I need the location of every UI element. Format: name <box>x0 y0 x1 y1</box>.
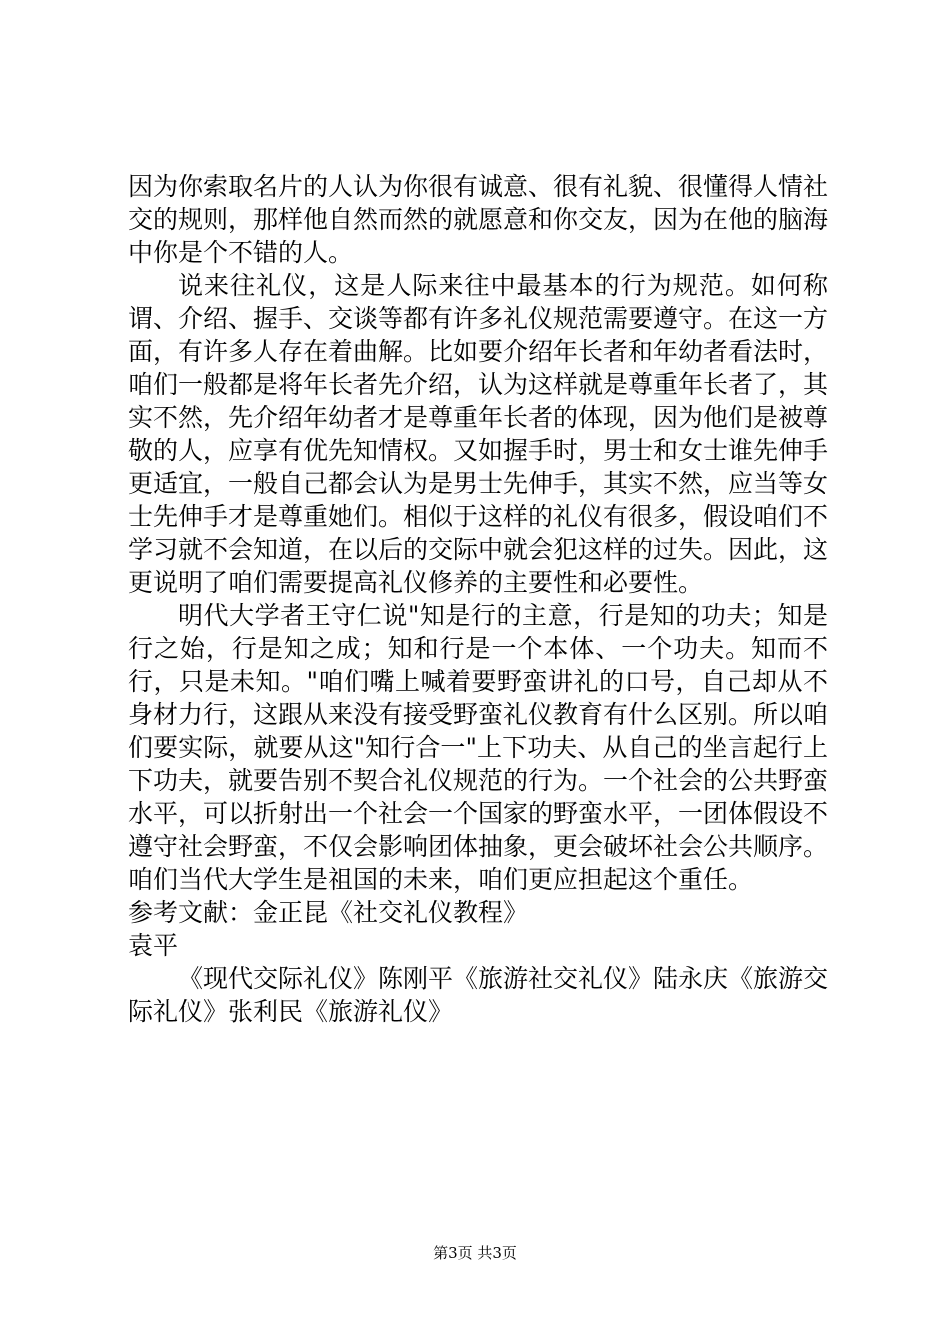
references-heading: 参考文献：金正昆《社交礼仪教程》 <box>128 898 529 927</box>
reference-list: 《现代交际礼仪》陈刚平《旅游社交礼仪》陆永庆《旅游交际礼仪》张利民《旅游礼仪》 <box>128 964 829 1026</box>
reference-author: 袁平 <box>128 931 179 960</box>
paragraph-2: 说来往礼仪，这是人际来往中最基本的行为规范。如何称谓、介绍、握手、交谈等都有许多礼仪规范需要遵守。在这一方面，有许多人存在着曲解。比如要介绍年长者和年幼者看法时，咱们一般都是将年长者先介绍，认为这样就是尊重年长者了，其实不然，先介绍年幼者才是尊重年长者的体现，因为他们是被尊敬的人，应享有优先知情权。又如握手时，男士和女士谁先伸手更适宜，一般自己都会认为是男士先伸手，其实不然，应当等女士先伸手才是尊重她们。相似于这样的礼仪有很多，假设咱们不学习就不会知道，在以后的交际中就会犯这样的过失。因此，这更说明了咱们需要提高礼仪修养的主要性和必要性。 <box>128 271 829 597</box>
paragraph-3: 明代大学者王守仁说"知是行的主意，行是知的功夫；知是行之始，行是知之成；知和行是一个本体、一个功夫。知而不行，只是未知。"咱们嘴上喊着要野蛮讲礼的口号，自己却从不身材力行，这跟从来没有接受野蛮礼仪教育有什么区别。所以咱们要实际，就要从这"知行合一"上下功夫、从自己的坐言起行上下功夫，就要告别不契合礼仪规范的行为。一个社会的公共野蛮水平，可以折射出一个社会一个国家的野蛮水平，一团体假设不遵守社会野蛮，不仅会影响团体抽象，更会破坏社会公共顺序。咱们当代大学生是祖国的未来，咱们更应担起这个重任。 <box>128 601 829 894</box>
document-body <box>128 170 828 1028</box>
page-footer: 第3页 共3页 <box>433 1244 517 1262</box>
paragraph-1: 因为你索取名片的人认为你很有诚意、很有礼貌、很懂得人情社交的规则，那样他自然而然的就愿意和你交友，因为在他的脑海中你是个不错的人。 <box>128 172 829 267</box>
